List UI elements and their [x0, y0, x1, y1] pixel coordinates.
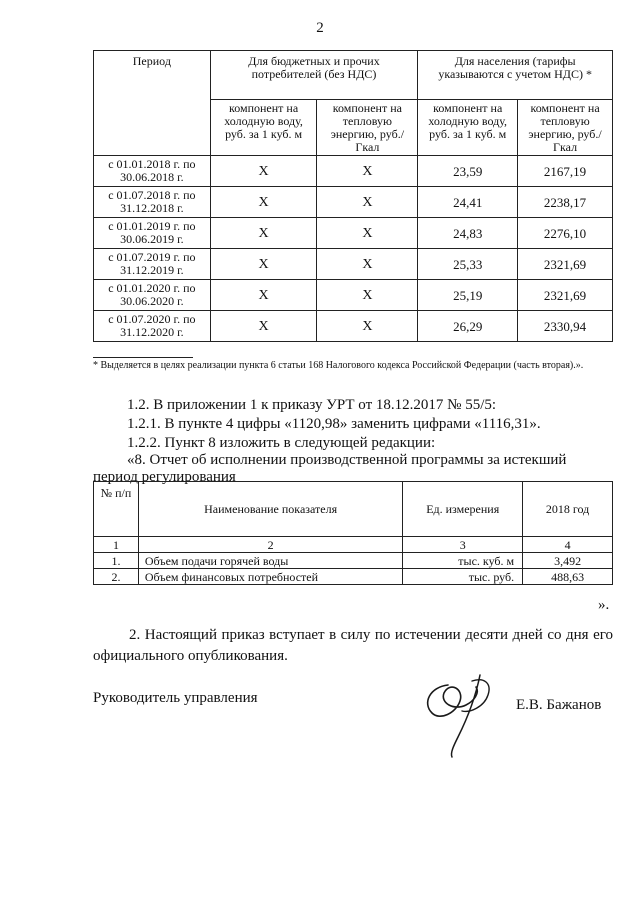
sub-budget-heat: компонент на тепловую энергию, руб./Гкал — [317, 100, 418, 156]
table-row — [94, 249, 613, 280]
effective-date-paragraph: 2. Настоящий приказ вступает в силу по истечении десяти дней со дня его официального опубликования. — [93, 627, 613, 664]
row-number: 1. — [94, 553, 139, 569]
row-budget-cold: Х — [210, 311, 317, 342]
program-report-table — [93, 481, 613, 585]
col-number: 4 — [523, 537, 613, 553]
tariff-table — [93, 50, 613, 342]
page-number: 2 — [316, 20, 324, 36]
table-row — [94, 569, 613, 585]
amendment-line: 1.2. В приложении 1 к приказу УРТ от 18.12.2017 № 55/5: — [127, 397, 497, 413]
row-indicator: Объем подачи горячей воды — [138, 553, 402, 569]
row-period: с 01.01.2018 г. по 30.06.2018 г. — [94, 156, 211, 187]
row-population-cold: 24,41 — [418, 187, 518, 218]
row-population-cold: 23,59 — [418, 156, 518, 187]
row-population-heat: 2321,69 — [518, 280, 613, 311]
table-row — [94, 553, 613, 569]
header-budget-consumers: Для бюджетных и прочих потребителей (без НДС) — [210, 51, 418, 100]
table-row — [94, 218, 613, 249]
row-period: с 01.07.2018 г. по 31.12.2018 г. — [94, 187, 211, 218]
col-number: 3 — [403, 537, 523, 553]
row-period: с 01.01.2019 г. по 30.06.2019 г. — [94, 218, 211, 249]
row-population-cold: 25,19 — [418, 280, 518, 311]
row-unit: тыс. руб. — [403, 569, 523, 585]
handwritten-signature — [410, 655, 510, 765]
row-budget-cold: Х — [210, 249, 317, 280]
row-budget-cold: Х — [210, 187, 317, 218]
sub-budget-cold: компонент на холодную воду, руб. за 1 куб. м — [210, 100, 317, 156]
header-unit: Ед. измерения — [403, 482, 523, 537]
signatory-role: Руководитель управления — [93, 690, 258, 706]
row-population-heat: 2276,10 — [518, 218, 613, 249]
row-population-cold: 24,83 — [418, 218, 518, 249]
row-budget-cold: Х — [210, 280, 317, 311]
row-unit: тыс. куб. м — [403, 553, 523, 569]
amendment-line: «8. Отчет об исполнении производственной программы за истекший — [127, 452, 567, 468]
report-header-row — [94, 482, 613, 537]
row-number: 2. — [94, 569, 139, 585]
tariff-header-row — [94, 51, 613, 100]
amendment-line: период регулирования — [93, 469, 236, 485]
row-population-heat: 2238,17 — [518, 187, 613, 218]
amendment-line: 1.2.2. Пункт 8 изложить в следующей редакции: — [127, 435, 436, 451]
header-population: Для населения (тарифы указываются с учетом НДС) * — [418, 51, 613, 100]
row-population-cold: 26,29 — [418, 311, 518, 342]
row-population-heat: 2167,19 — [518, 156, 613, 187]
table-row — [94, 187, 613, 218]
row-budget-heat: Х — [317, 249, 418, 280]
header-indicator: Наименование показателя — [138, 482, 402, 537]
row-period: с 01.01.2020 г. по 30.06.2020 г. — [94, 280, 211, 311]
header-year: 2018 год — [523, 482, 613, 537]
closing-quote: ». — [598, 597, 610, 613]
row-budget-heat: Х — [317, 187, 418, 218]
sub-population-heat: компонент на тепловую энергию, руб./Гкал — [518, 100, 613, 156]
row-population-cold: 25,33 — [418, 249, 518, 280]
row-value: 488,63 — [523, 569, 613, 585]
row-population-heat: 2321,69 — [518, 249, 613, 280]
sub-population-cold: компонент на холодную воду, руб. за 1 куб. м — [418, 100, 518, 156]
row-budget-heat: Х — [317, 156, 418, 187]
signatory-name: Е.В. Бажанов — [516, 697, 602, 713]
row-population-heat: 2330,94 — [518, 311, 613, 342]
table-row — [94, 156, 613, 187]
row-value: 3,492 — [523, 553, 613, 569]
footnote-divider — [93, 357, 193, 358]
table-row — [94, 311, 613, 342]
footnote: * Выделяется в целях реализации пункта 6 статьи 168 Налогового кодекса Российской Федерации (часть вторая).». — [93, 360, 584, 371]
row-budget-cold: Х — [210, 156, 317, 187]
table-row — [94, 280, 613, 311]
col-number: 1 — [94, 537, 139, 553]
amendment-line: 1.2.1. В пункте 4 цифры «1120,98» заменить цифрами «1116,31». — [127, 416, 541, 432]
row-period: с 01.07.2019 г. по 31.12.2019 г. — [94, 249, 211, 280]
row-indicator: Объем финансовых потребностей — [138, 569, 402, 585]
header-period: Период — [94, 51, 211, 156]
column-number-row — [94, 537, 613, 553]
col-number: 2 — [138, 537, 402, 553]
header-number: № п/п — [94, 482, 139, 537]
row-budget-heat: Х — [317, 311, 418, 342]
row-period: с 01.07.2020 г. по 31.12.2020 г. — [94, 311, 211, 342]
row-budget-heat: Х — [317, 280, 418, 311]
row-budget-cold: Х — [210, 218, 317, 249]
row-budget-heat: Х — [317, 218, 418, 249]
